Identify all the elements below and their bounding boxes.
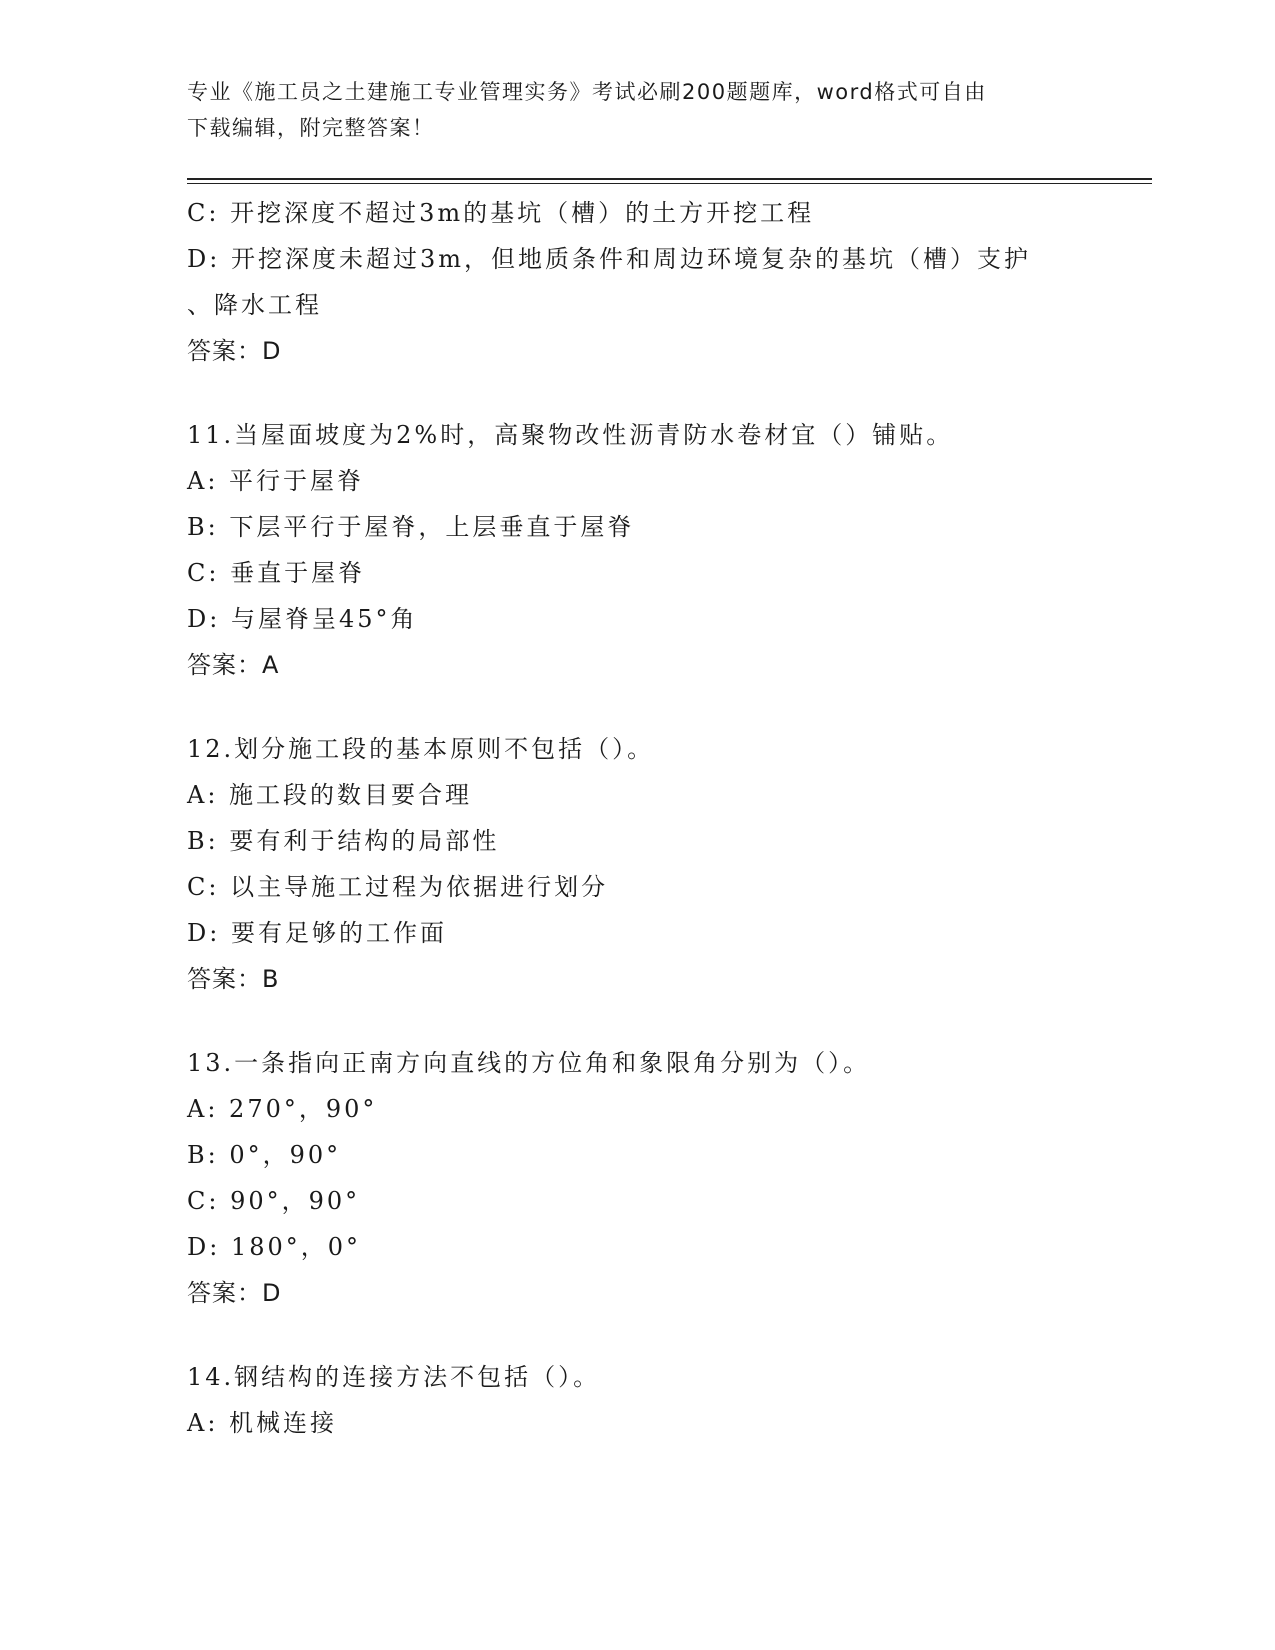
option-c: C: 开挖深度不超过3m的基坑（槽）的土方开挖工程 <box>187 199 815 227</box>
question-stem: 11.当屋面坡度为2%时，高聚物改性沥青防水卷材宜（）铺贴。 <box>187 421 954 449</box>
option-d: D: 180°，0° <box>187 1233 362 1261</box>
option-a: A: 270°，90° <box>187 1095 378 1123</box>
option-c: C: 以主导施工过程为依据进行划分 <box>187 873 609 901</box>
question-13 <box>187 1040 1087 1316</box>
question-stem: 12.划分施工段的基本原则不包括（）。 <box>187 735 655 763</box>
option-c: C: 90°，90° <box>187 1187 361 1215</box>
question-11 <box>187 412 1087 688</box>
question-12 <box>187 726 1087 1002</box>
question-10-continued <box>187 190 1087 374</box>
answer: 答案：D <box>187 1279 282 1307</box>
option-b: B: 0°，90° <box>187 1141 342 1169</box>
option-c: C: 垂直于屋脊 <box>187 559 366 587</box>
option-d-wrap: 、降水工程 <box>187 291 322 319</box>
option-d: D: 与屋脊呈45°角 <box>187 605 418 633</box>
option-b: B: 要有利于结构的局部性 <box>187 827 500 855</box>
option-b: B: 下层平行于屋脊，上层垂直于屋脊 <box>187 513 635 541</box>
header-divider-thin <box>187 183 1152 184</box>
question-14 <box>187 1354 1087 1446</box>
option-d: D: 开挖深度未超过3m，但地质条件和周边环境复杂的基坑（槽）支护 <box>187 245 1031 273</box>
option-d: D: 要有足够的工作面 <box>187 919 447 947</box>
header-line-1: 专业《施工员之土建施工专业管理实务》考试必刷200题题库，word格式可自由 <box>187 80 987 104</box>
answer: 答案：A <box>187 651 280 679</box>
header-line-2: 下载编辑，附完整答案！ <box>187 116 435 140</box>
question-stem: 13.一条指向正南方向直线的方位角和象限角分别为（）。 <box>187 1049 871 1077</box>
option-a: A: 施工段的数目要合理 <box>187 781 473 809</box>
option-a: A: 平行于屋脊 <box>187 467 365 495</box>
document-header <box>187 74 1067 146</box>
header-divider-thick <box>187 178 1152 180</box>
question-list <box>187 190 1087 1446</box>
option-a: A: 机械连接 <box>187 1409 338 1437</box>
question-stem: 14.钢结构的连接方法不包括（）。 <box>187 1363 601 1391</box>
answer: 答案：D <box>187 337 282 365</box>
answer: 答案：B <box>187 965 280 993</box>
